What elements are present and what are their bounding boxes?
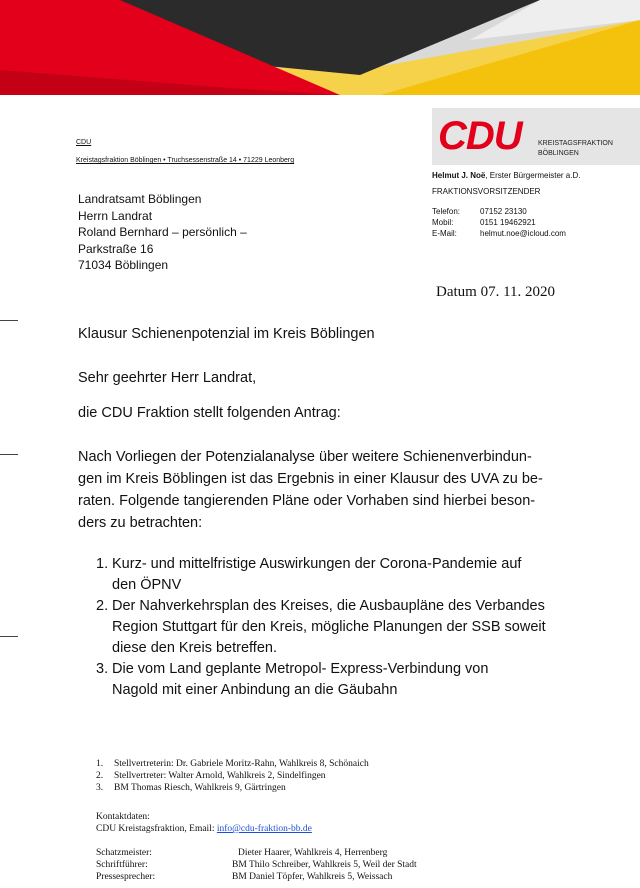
officer-role: Schriftführer: xyxy=(96,860,148,870)
officer-name: BM Daniel Töpfer, Wahlkreis 5, Weissach xyxy=(232,872,393,882)
salutation: Sehr geehrter Herr Landrat, xyxy=(78,370,257,386)
intro-text: die CDU Fraktion stellt folgenden Antrag: xyxy=(78,405,341,421)
contact-mobile: Mobil: 0151 19462921 xyxy=(432,218,536,227)
officer-name: Dieter Haarer, Wahlkreis 4, Herrenberg xyxy=(238,848,388,858)
chair-name-line: Helmut J. Noë, Erster Bürgermeister a.D. xyxy=(432,171,581,180)
chair-role: FRAKTIONSVORSITZENDER xyxy=(432,187,541,196)
cdu-logo xyxy=(432,108,640,165)
email-link[interactable]: info@cdu-fraktion-bb.de xyxy=(216,824,312,834)
fold-mark xyxy=(0,636,18,637)
footnote-item: 3. BM Thomas Riesch, Wahlkreis 9, Gärtringen xyxy=(96,783,286,793)
logo-subtitle: KREISTAGSFRAKTION BÖBLINGEN xyxy=(538,140,613,157)
sender-org: CDU xyxy=(76,139,92,146)
flag-banner xyxy=(0,0,640,95)
fold-mark xyxy=(0,320,18,321)
kontakt-line: CDU Kreistagsfraktion, Email: info@cdu-fraktion-bb.de xyxy=(96,824,312,834)
officer-role: Schatzmeister: xyxy=(96,848,152,858)
officer-name: BM Thilo Schreiber, Wahlkreis 5, Weil der Stadt xyxy=(232,860,417,870)
contact-email: E-Mail: helmut.noe@icloud.com xyxy=(432,229,566,238)
officer-role: Pressesprecher: xyxy=(96,872,156,882)
footnote-item: 1. Stellvertreterin: Dr. Gabriele Moritz-Rahn, Wahlkreis 8, Schönaich xyxy=(96,759,369,769)
contact-phone: Telefon: 07152 23130 xyxy=(432,207,527,216)
fold-mark xyxy=(0,454,18,455)
recipient-address: Landratsamt Böblingen Herrn Landrat Roland Bernhard – persönlich – Parkstraße 16 71034 Böblingen xyxy=(78,192,247,273)
footnote-item: 2. Stellvertreter: Walter Arnold, Wahlkreis 2, Sindelfingen xyxy=(96,771,326,781)
logo-wordmark: CDU xyxy=(438,114,522,158)
subject-line: Klausur Schienenpotenzial im Kreis Böblingen xyxy=(78,326,375,342)
sender-address-line: Kreistagsfraktion Böblingen • Truchsessenstraße 14 • 71229 Leonberg xyxy=(76,157,295,164)
main-paragraph: Nach Vorliegen der Potenzialanalyse über weitere Schienenverbindun- gen im Kreis Böblingen ist das Ergebnis in einer Klausur des UVA zu be- raten. Folgende tangierenden Pläne oder Vorhaben sind hierbei beson- ders zu betrachten: xyxy=(78,449,543,531)
kontakt-label: Kontaktdaten: xyxy=(96,812,150,822)
letter-date: Datum 07. 11. 2020 xyxy=(436,284,556,300)
